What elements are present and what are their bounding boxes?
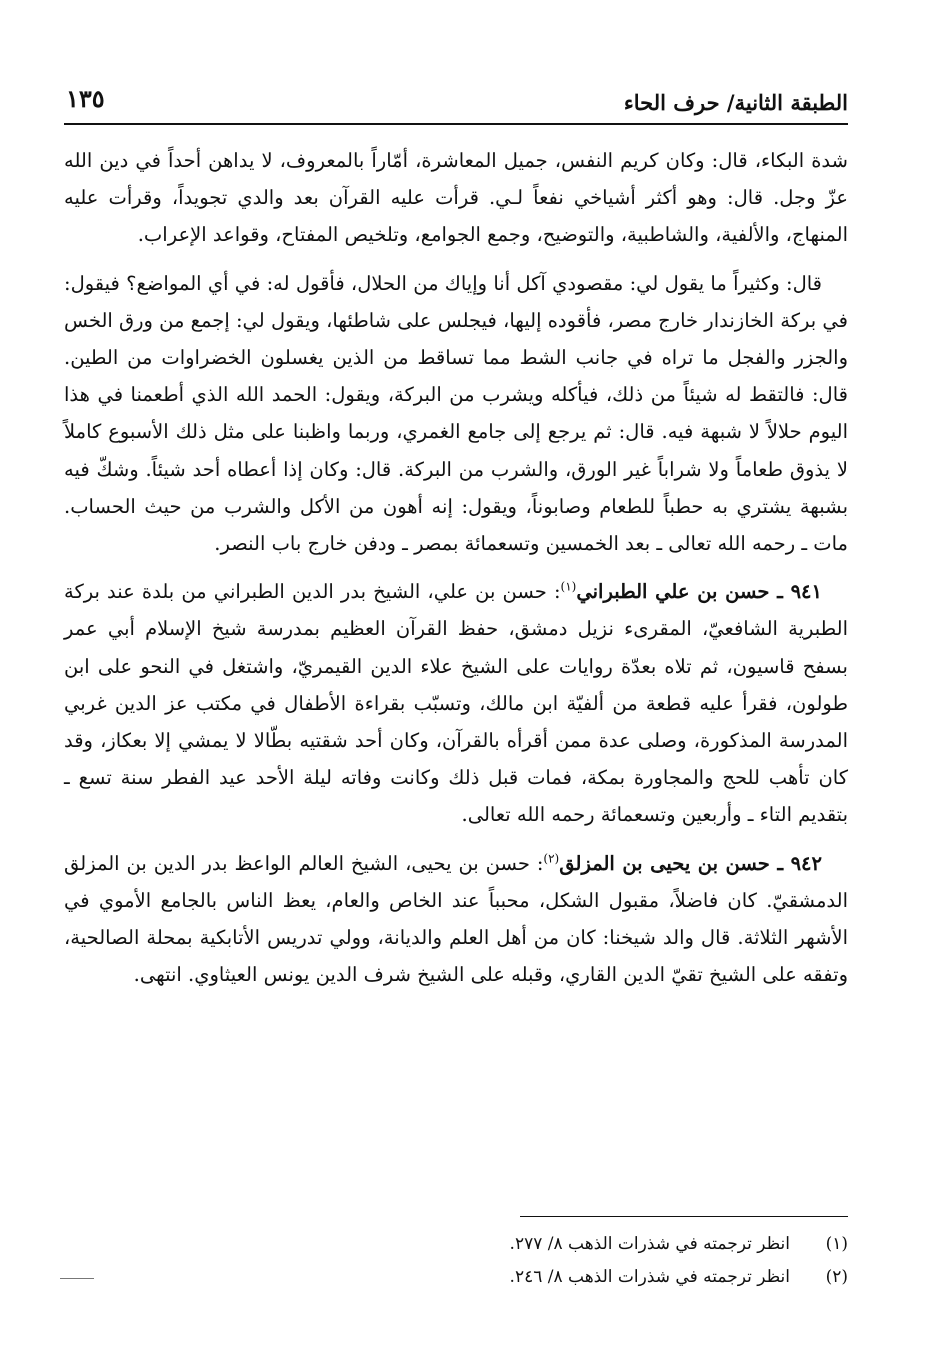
running-title: الطبقة الثانية/ حرف الحاء xyxy=(623,90,848,115)
footnote-text: انظر ترجمته في شذرات الذهب ٨/ ٢٤٦. xyxy=(509,1267,790,1287)
page-header xyxy=(64,78,848,126)
footnote xyxy=(64,1261,848,1294)
book-page xyxy=(64,78,848,1348)
entry-text: : حسن بن يحيى، الشيخ العالم الواعظ بدر الدين بن المزلق الدمشقيّ. كان فاضلاً، مقبول الشكل، محبباً عند الخاص والعام، يعظ الناس بالجامع الأموي في الأشهر الثلاثة. قال والد شيخنا: كان من أهل العلم والديانة، وولي تدريس الأتابكية بمحلة الصالحية، وتفقه على الشيخ تقيّ الدين القاري، وقبله على الشيخ شرف الدين يونس العيثاوي. انتهى. xyxy=(64,851,848,987)
footnote-separator xyxy=(520,1216,848,1217)
footnote-text: انظر ترجمته في شذرات الذهب ٨/ ٢٧٧. xyxy=(509,1234,790,1254)
biography-entry xyxy=(64,573,848,833)
body-text xyxy=(64,142,848,1004)
footnote-reference: (١) xyxy=(560,579,577,594)
biography-entry xyxy=(64,845,848,994)
footnote-reference: (٢) xyxy=(543,851,560,866)
page-number: ١٣٥ xyxy=(66,84,105,113)
paragraph: قال: وكثيراً ما يقول لي: مقصودي آكل أنا وإياك من الحلال، فأقول له: في أي المواضع؟ فيقول: في بركة الخازندار خارج مصر، فأقوده إليها، فيجلس على شاطئها، ويقول لي: إجمع من ورق الخس والجزر والفجل ما تراه في جانب الشط مما تساقط من الذين يغسلون الخضراوات من الطين. قال: فالتقط له شيئاً من ذلك، فيأكله ويشرب من البركة، ويقول: الحمد الله الذي أطعمنا في هذا اليوم حلالاً لا شبهة فيه. قال: ثم يرجع إلى جامع الغمري، وربما واظبنا على مثل ذلك الأسبوع كاملاً لا يذوق طعاماً ولا شراباً غير الورق، والشرب من البركة. قال: وكان إذا أعطاه أحد شيئاً. وشكّ فيه بشبهة يشتري به حطباً للطعام وصابوناً، ويقول: إنه أهون من الأكل والشرب من حيث الحساب. مات ـ رحمه الله تعالى ـ بعد الخمسين وتسعمائة بمصر ـ ودفن خارج باب النصر. xyxy=(64,271,848,556)
header-rule xyxy=(64,123,848,125)
entry-heading: ٩٤٢ ـ حسن بن يحيى بن المزلق xyxy=(559,851,822,875)
footnote xyxy=(64,1228,848,1261)
paragraph: شدة البكاء، قال: وكان كريم النفس، جميل المعاشرة، أمّاراً بالمعروف، لا يداهن أحداً في دين الله عزّ وجل. قال: وهو أكثر أشياخي نفعاً لـي. قرأت عليه القرآن بعد والدي تجويداً، وقرأت عليه المنهاج، والألفية، والشاطبية، والتوضيح، وجمع الجوامع، وتلخيص المفتاح، وقواعد الإعراب. xyxy=(64,149,848,247)
scan-mark xyxy=(60,1278,94,1279)
footnote-number: (٢) xyxy=(825,1267,848,1287)
entry-text: : حسن بن علي، الشيخ بدر الدين الطبراني من بلدة عند بركة الطبرية الشافعيّ، المقرىء نزيل دمشق، حفظ القرآن العظيم بمدرسة شيخ الإسلام أبي عمر بسفح قاسيون، ثم تلاه بعدّة روايات على الشيخ علاء الدين القيمريّ، واشتغل في النحو على ابن طولون، فقرأ عليه قطعة من ألفيّة ابن مالك، وتسبّب بقراءة الأطفال في مكتب عز الدين غربي المدرسة المذكورة، وصلى عدة ممن أقرأه بالقرآن، وكان أحد شقتيه بطّالا لا يمشي إلا بعكاز، وقد كان تأهب للحج والمجاورة بمكة، فمات قبل ذلك وكانت وفاته ليلة الأحد عيد الفطر سنة تسع ـ بتقديم التاء ـ وأربعين وتسعمائة رحمه الله تعالى. xyxy=(64,580,848,827)
footnotes xyxy=(64,1228,848,1294)
entry-heading: ٩٤١ ـ حسن بن علي الطبراني xyxy=(576,580,822,604)
footnote-number: (١) xyxy=(825,1234,848,1254)
